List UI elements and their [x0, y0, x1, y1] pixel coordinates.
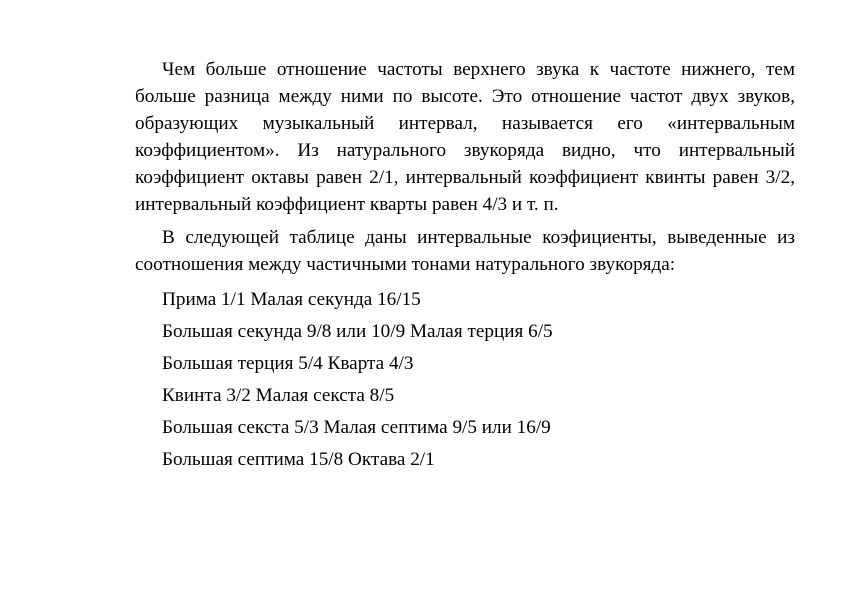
list-item: Большая секста 5/3 Малая септима 9/5 или 16/9 [162, 417, 551, 438]
paragraph-interval-ratio: Чем больше отношение частоты верхнего звука к частоте нижнего, тем больше разница между ними по высоте. Это отношение частот двух звуков, образующих музыкальный интервал, называется его «интервальным коэффициентом». Из натурального звукоряда видно, что интервальный коэффициент октавы равен 2/1, интервальный коэффициент квинты равен 3/2, интервальный коэффициент кварты равен 4/3 и т. п. [135, 59, 795, 215]
document-page [135, 56, 795, 476]
list-item: Большая секунда 9/8 или 10/9 Малая терция 6/5 [162, 321, 553, 342]
paragraph-table-intro: В следующей таблице даны интервальные коэфициенты, выведенные из соотношения между частичными тонами натурального звукоряда: [135, 227, 795, 275]
interval-list [135, 284, 795, 476]
list-item: Большая терция 5/4 Кварта 4/3 [162, 353, 414, 374]
list-item: Прима 1/1 Малая секунда 16/15 [162, 289, 421, 310]
list-item: Квинта 3/2 Малая секста 8/5 [162, 385, 395, 406]
list-item: Большая септима 15/8 Октава 2/1 [162, 449, 435, 470]
